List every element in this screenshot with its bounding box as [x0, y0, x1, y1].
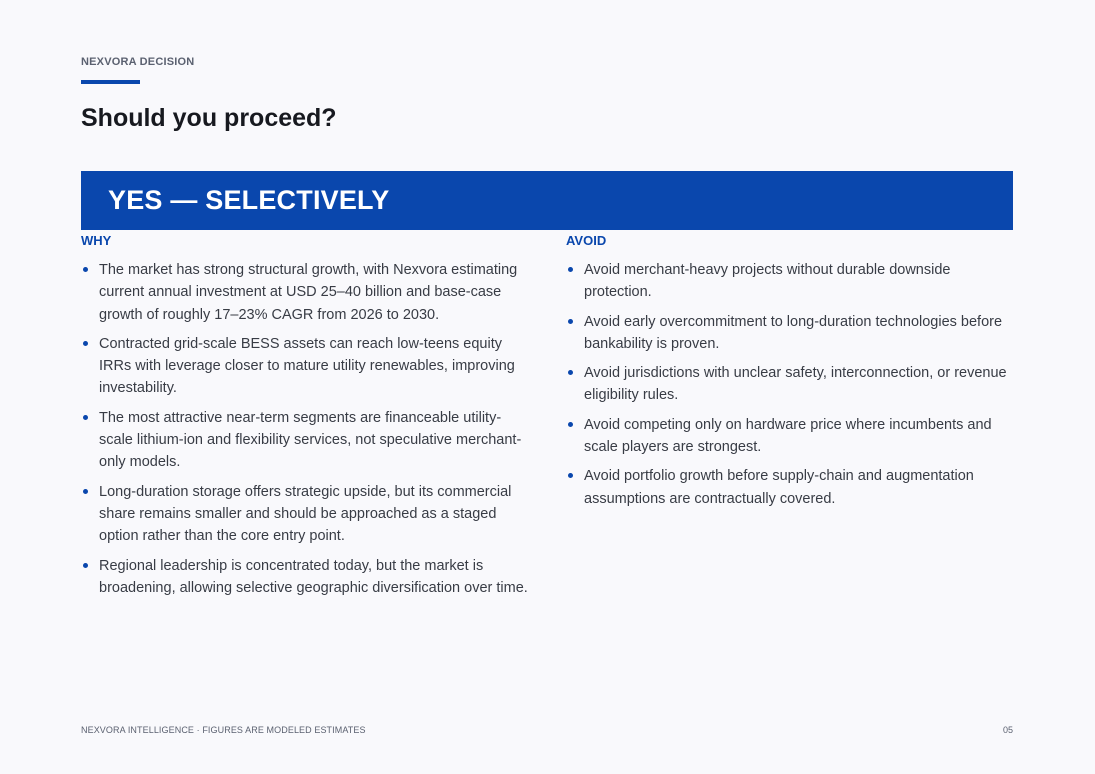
bullet-dot-icon	[568, 319, 573, 324]
why-item-text: The market has strong structural growth, with Nexvora estimating current annual investment at USD 25–40 billion and base-case growth of roughly 17–23% CAGR from 2026 to 2030.	[99, 262, 518, 323]
accent-bar	[81, 80, 140, 84]
why-item	[81, 555, 531, 600]
avoid-item-text: Avoid competing only on hardware price where incumbents and scale players are strongest.	[584, 416, 992, 456]
why-item-text: Long-duration storage offers strategic upside, but its commercial share remains smaller and should be approached as a staged option rather than the core entry point.	[99, 483, 512, 545]
verdict-banner	[81, 171, 1013, 230]
bullet-dot-icon	[83, 563, 88, 568]
bullet-dot-icon	[568, 370, 573, 375]
bullet-dot-icon	[83, 489, 88, 494]
why-item	[81, 407, 531, 474]
bullet-dot-icon	[568, 473, 573, 478]
page-title: Should you proceed?	[81, 104, 337, 132]
page-number: 05	[1002, 725, 1013, 735]
why-item-text: Regional leadership is concentrated today, but the market is broadening, allowing selective geographic diversification over time.	[99, 557, 528, 596]
why-item	[81, 259, 531, 326]
avoid-item	[566, 414, 1013, 459]
bullet-dot-icon	[568, 422, 573, 427]
avoid-item-text: Avoid early overcommitment to long-duration technologies before bankability is proven.	[584, 313, 1003, 352]
avoid-item-text: Avoid merchant-heavy projects without durable downside protection.	[584, 262, 951, 301]
why-item-text: The most attractive near-term segments are financeable utility-scale lithium-ion and flexibility services, not speculative merchant-only models.	[99, 409, 522, 471]
bullet-dot-icon	[83, 341, 88, 346]
avoid-item	[566, 465, 1013, 510]
verdict-text: YES — SELECTIVELY	[108, 185, 390, 215]
avoid-item-text: Avoid jurisdictions with unclear safety, interconnection, or revenue eligibility rules.	[584, 365, 1007, 404]
avoid-item-text: Avoid portfolio growth before supply-chain and augmentation assumptions are contractually covered.	[584, 468, 974, 507]
avoid-item	[566, 311, 1013, 356]
why-item	[81, 333, 531, 400]
why-column	[81, 233, 531, 606]
why-item-text: Contracted grid-scale BESS assets can reach low-teens equity IRRs with leverage closer to mature utility renewables, improving investability.	[99, 335, 515, 397]
bullet-dot-icon	[83, 415, 88, 420]
bullet-dot-icon	[83, 267, 88, 272]
footer-source-note: NEXVORA INTELLIGENCE · FIGURES ARE MODELED ESTIMATES	[81, 725, 366, 735]
bullet-dot-icon	[568, 267, 573, 272]
why-heading: WHY	[81, 233, 112, 248]
section-eyebrow: NEXVORA DECISION	[81, 56, 195, 68]
avoid-item	[566, 259, 1013, 304]
avoid-item	[566, 362, 1013, 407]
why-item	[81, 481, 531, 548]
why-list	[81, 259, 531, 599]
avoid-heading: AVOID	[566, 233, 607, 248]
avoid-column	[566, 233, 1013, 517]
avoid-list	[566, 259, 1013, 510]
